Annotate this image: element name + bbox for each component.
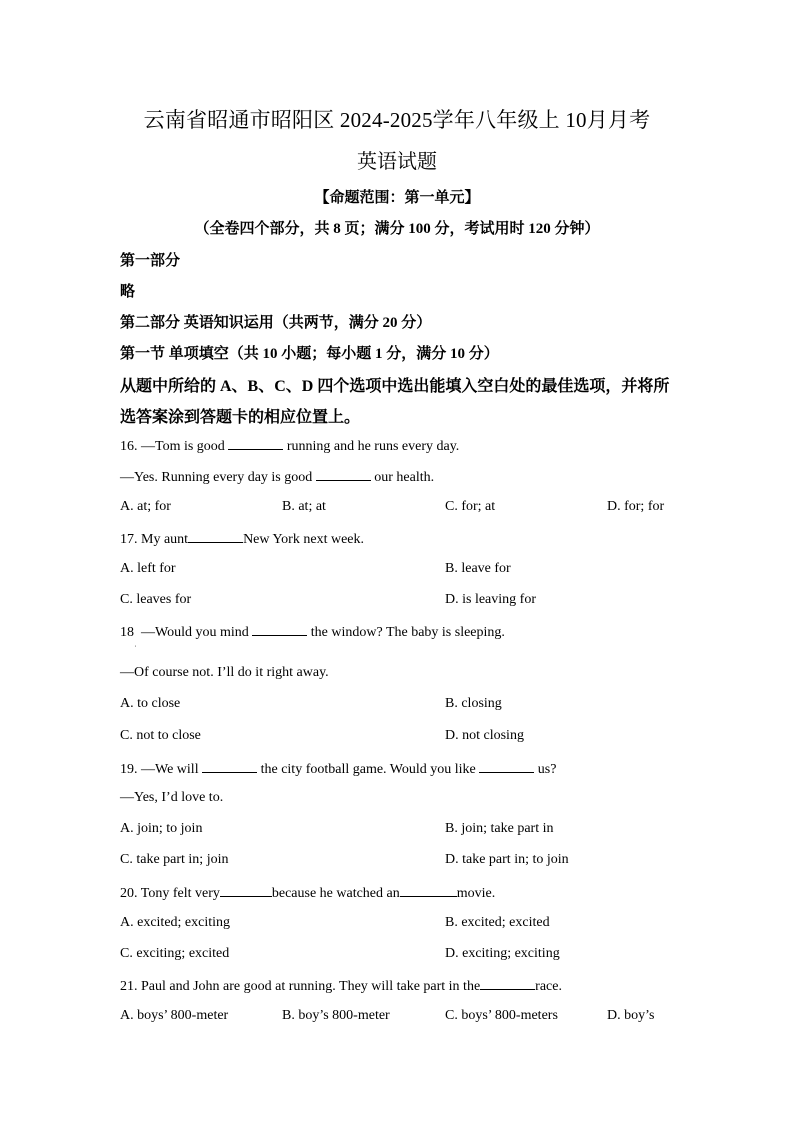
instruction-line-1: 从题中所给的 A、B、C、D 四个选项中选出能填入空白处的最佳选项，并将所 [120,378,670,395]
option-d[interactable]: D. is leaving for [445,592,536,607]
option-b[interactable]: B. closing [445,696,502,711]
answer-blank [220,884,272,897]
question-number: 19. [120,762,138,777]
section1-heading: 第一节 单项填空（共 10 小题；每小题 1 分，满分 10 分） [120,346,499,362]
option-c[interactable]: C. exciting; excited [120,946,230,961]
answer-blank [202,760,257,773]
question-21-stem: 21. Paul and John are good at running. They will take part in the race. [120,979,562,994]
option-a[interactable]: A. left for [120,561,176,576]
exam-note: （全卷四个部分，共 8 页；满分 100 分，考试用时 120 分钟） [194,221,600,237]
option-d[interactable]: D. exciting; exciting [445,946,560,961]
option-d[interactable]: D. boy’s [607,1008,655,1023]
question-number: 17. [120,532,138,547]
option-a[interactable]: A. join; to join [120,821,203,836]
exam-scope: 【命题范围：第一单元】 [314,190,480,206]
question-18-stem: 18 —Would you mind the window? The baby is sleeping. [120,625,505,640]
question-19-stem: 19. —We will the city football game. Would you like us? [120,762,557,777]
question-16-stem: 16. —Tom is good running and he runs every day. [120,439,460,454]
option-c[interactable]: C. for; at [445,499,496,514]
exam-title: 云南省昭通市昭阳区 2024-2025学年八年级上 10月月考 [143,108,651,132]
option-b[interactable]: B. excited; excited [445,915,550,930]
option-d[interactable]: D. for; for [607,499,665,514]
instruction-line-2: 选答案涂到答题卡的相应位置上。 [120,409,361,426]
option-d[interactable]: D. take part in; to join [445,852,569,867]
question-18-stem-2: —Of course not. I’ll do it right away. [120,665,329,680]
answer-blank [188,530,243,543]
exam-subtitle: 英语试题 [357,151,437,173]
option-b[interactable]: B. at; at [282,499,326,514]
option-a[interactable]: A. excited; exciting [120,915,231,930]
answer-blank [479,760,534,773]
answer-blank [400,884,457,897]
option-c[interactable]: C. leaves for [120,592,192,607]
answer-blank [252,623,307,636]
option-b[interactable]: B. join; take part in [445,821,554,836]
question-17-stem: 17. My aunt New York next week. [120,532,364,547]
stray-dot: ˙ [134,644,137,653]
option-a[interactable]: A. to close [120,696,181,711]
answer-blank [228,437,283,450]
question-number: 20. [120,886,138,901]
question-16-stem-2: —Yes. Running every day is good our health. [120,470,435,485]
question-19-stem-2: —Yes, I’d love to. [120,790,224,805]
part1-heading: 第一部分 [120,253,181,269]
option-d[interactable]: D. not closing [445,728,524,743]
question-number: 18 [120,625,134,640]
option-b[interactable]: B. boy’s 800-meter [282,1008,390,1023]
option-a[interactable]: A. boys’ 800-meter [120,1008,229,1023]
option-a[interactable]: A. at; for [120,499,171,514]
option-b[interactable]: B. leave for [445,561,511,576]
question-number: 16. [120,439,138,454]
answer-blank [316,468,371,481]
part1-content: 略 [120,284,136,300]
part2-heading: 第二部分 英语知识运用（共两节，满分 20 分） [120,315,432,331]
answer-blank [480,977,535,990]
question-number: 21. [120,979,138,994]
question-20-stem: 20. Tony felt very because he watched an movie. [120,886,496,901]
option-c[interactable]: C. take part in; join [120,852,229,867]
option-c[interactable]: C. boys’ 800-meters [445,1008,558,1023]
option-c[interactable]: C. not to close [120,728,201,743]
